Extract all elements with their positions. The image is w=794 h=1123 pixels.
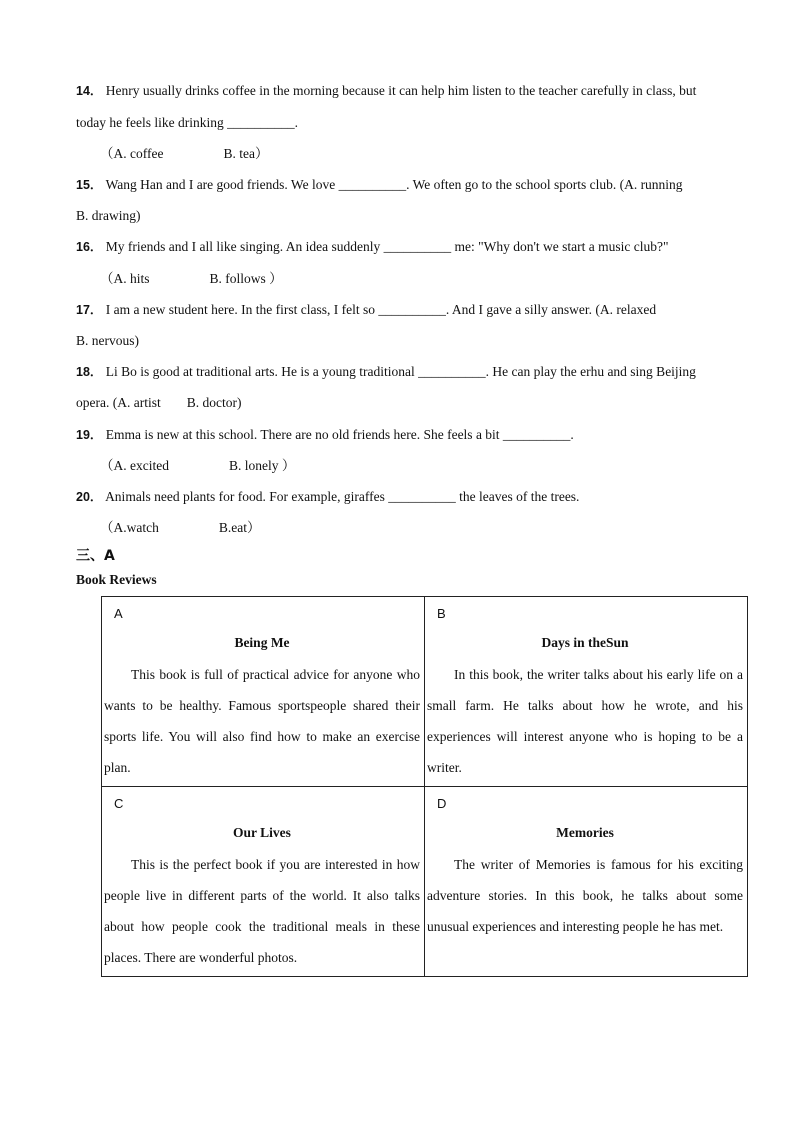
question-text: My friends and I all like singing. An idea suddenly __________ me: "Why don't we start a music club?" bbox=[105, 239, 669, 254]
option-a: （A.watch bbox=[100, 520, 159, 535]
review-cell-c bbox=[102, 787, 425, 977]
question-text-cont: today he feels like drinking __________. bbox=[76, 115, 298, 130]
question-15-cont bbox=[76, 207, 748, 225]
section-heading: 三、A bbox=[76, 548, 115, 564]
question-number: 15 bbox=[76, 178, 90, 192]
question-16-options bbox=[100, 270, 748, 288]
question-text-cont: opera. (A. artist bbox=[76, 395, 161, 410]
review-letter: B bbox=[437, 606, 446, 621]
question-number: 20 bbox=[76, 490, 90, 504]
book-reviews-title: Book Reviews bbox=[76, 572, 157, 587]
question-18: 18． Li Bo is good at traditional arts. He is a young traditional __________. He can play the erhu and sing Beijing bbox=[76, 364, 696, 379]
question-text-cont: B. drawing) bbox=[76, 208, 141, 223]
book-description: The writer of Memories is famous for his exciting adventure stories. In this book, he talks about some unusual experiences and interesting people he has met. bbox=[427, 857, 743, 934]
question-19: 19． Emma is new at this school. There are no old friends here. She feels a bit __________. bbox=[76, 427, 574, 442]
question-text: Wang Han and I are good friends. We love __________. We often go to the school sports club. (A. running bbox=[105, 177, 683, 192]
question-17-cont bbox=[76, 332, 748, 350]
book-title: Memories bbox=[556, 825, 614, 840]
option-a: （A. coffee bbox=[100, 146, 164, 161]
option-a: （A. excited bbox=[100, 458, 169, 473]
question-19-options bbox=[100, 457, 748, 475]
book-reviews-table bbox=[101, 596, 748, 977]
question-text: Li Bo is good at traditional arts. He is a young traditional __________. He can play the erhu and sing Beijing bbox=[105, 364, 696, 379]
question-number: 17 bbox=[76, 303, 90, 317]
review-letter: A bbox=[114, 606, 123, 621]
option-a: （A. hits bbox=[100, 271, 150, 286]
question-14-cont bbox=[76, 114, 748, 132]
question-text: Henry usually drinks coffee in the morning because it can help him listen to the teacher carefully in class, but bbox=[105, 83, 697, 98]
review-letter: C bbox=[114, 796, 124, 811]
book-title: Days in theSun bbox=[541, 635, 629, 650]
question-number: 18 bbox=[76, 365, 90, 379]
question-20-options bbox=[100, 519, 748, 537]
question-18-cont bbox=[76, 394, 748, 412]
review-cell-d bbox=[425, 787, 748, 977]
question-text: I am a new student here. In the first class, I felt so __________. And I gave a silly answer. (A. relaxed bbox=[105, 302, 657, 317]
book-description: In this book, the writer talks about his early life on a small farm. He talks about how he wrote, and his experiences will interest anyone who is hoping to be a writer. bbox=[427, 667, 743, 775]
question-14: 14． Henry usually drinks coffee in the morning because it can help him listen to the teacher carefully in class, but bbox=[76, 83, 697, 98]
question-16: 16． My friends and I all like singing. An idea suddenly __________ me: "Why don't we start a music club?" bbox=[76, 239, 669, 254]
review-cell-a bbox=[102, 597, 425, 787]
option-b: B. tea） bbox=[223, 146, 269, 161]
question-number: 14 bbox=[76, 84, 90, 98]
book-title: Our Lives bbox=[233, 825, 291, 840]
book-title: Being Me bbox=[234, 635, 290, 650]
option-b: B.eat） bbox=[218, 520, 261, 535]
book-description: This is the perfect book if you are interested in how people live in different parts of the world. It also talks about how people cook the traditional meals in these places. There are wonderful photos. bbox=[104, 857, 420, 965]
question-number: 16 bbox=[76, 240, 90, 254]
review-cell-b bbox=[425, 597, 748, 787]
question-text: Animals need plants for food. For example, giraffes __________ the leaves of the trees. bbox=[105, 489, 580, 504]
question-text: Emma is new at this school. There are no old friends here. She feels a bit __________. bbox=[105, 427, 574, 442]
option-b: B. doctor) bbox=[186, 395, 242, 410]
question-20: 20． Animals need plants for food. For example, giraffes __________ the leaves of the trees. bbox=[76, 489, 580, 504]
option-b: B. follows ） bbox=[209, 271, 283, 286]
question-15: 15． Wang Han and I are good friends. We love __________. We often go to the school sports club. (A. running bbox=[76, 177, 683, 192]
question-number: 19 bbox=[76, 428, 90, 442]
question-17: 17． I am a new student here. In the first class, I felt so __________. And I gave a silly answer. (A. relaxed bbox=[76, 302, 657, 317]
question-text-cont: B. nervous) bbox=[76, 333, 139, 348]
question-14-options bbox=[100, 145, 748, 163]
review-letter: D bbox=[437, 796, 447, 811]
option-b: B. lonely ） bbox=[228, 458, 296, 473]
book-description: This book is full of practical advice for anyone who wants to be healthy. Famous sportspeople shared their sports life. You will also find how to make an exercise plan. bbox=[104, 667, 420, 775]
